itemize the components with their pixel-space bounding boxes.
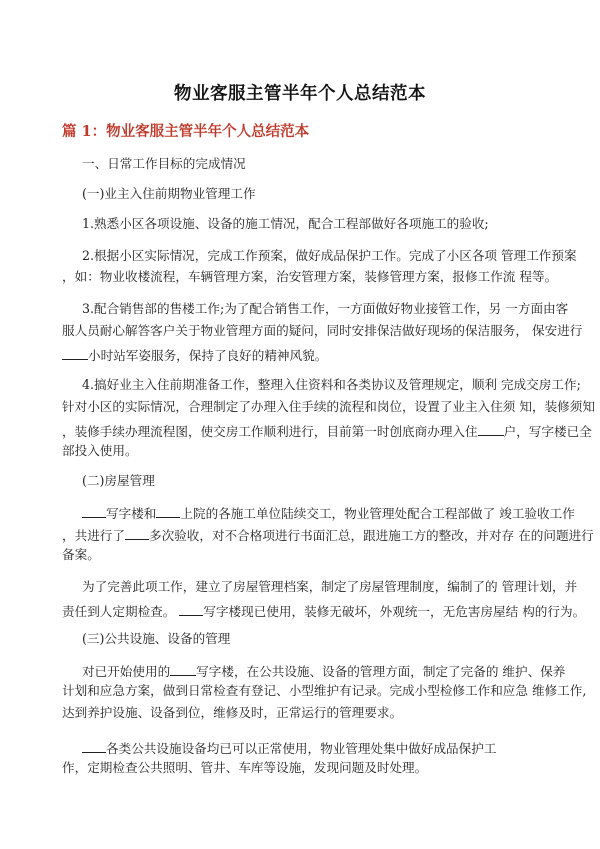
fill-blank [125,527,149,540]
paragraph-line: ，如：物业收楼流程，车辆管理方案，治安管理方案，装修管理方案，报修工作流 程等。 [62,269,558,284]
paragraph-line: 计划和应急方案，做到日常检查有登记、小型维护有记录。完成小型检修工作和应急 维修工作, [62,683,587,698]
fill-blank [82,740,106,753]
paragraph-line: 备案。 [62,547,100,562]
section-heading-1: 一、日常工作目标的完成情况 [82,156,246,171]
paragraph-line: 小时站军姿服务，保持了良好的精神风貌。 [62,347,327,363]
fill-blank [62,347,88,360]
paragraph-line: 责任到人定期检查。 写字楼现已使用，装修无破坏，外观统一，无危害房屋结 构的行为。 [62,604,586,619]
section-heading: 篇 1：物业客服主管半年个人总结范本 [62,123,310,140]
paragraph-line: 部投入使用。 [62,443,138,458]
paragraph-line: 达到养护设施、设备到位，维修及时，正常运行的管理要求。 [62,705,403,720]
paragraph-line: 4.搞好业主入住前期准备工作，整理入住资料和各类协议及管理规定，顺利 完成交房工作; [82,377,581,392]
paragraph-line: 写字楼和 上院的各施工单位陆续交工，物业管理处配合工程部做了 竣工验收工作 [82,505,575,521]
subsection-heading-2: (二)房屋管理 [82,473,155,488]
paragraph-line: 3.配合销售部的售楼工作;为了配合销售工作，一方面做好物业接管工作，另 一方面由客 [82,301,569,316]
paragraph-line: 服人员耐心解答客户关于物业管理方面的疑问，同时安排保洁做好现场的保洁服务， 保安进行 [62,323,583,338]
fill-blank [478,423,504,436]
fill-blank [156,505,180,518]
paragraph-line: ，装修手续办理流程图，使交房工作顺利进行，目前第一时创底商办理入住 户，写字楼已全 [62,424,592,439]
paragraph-line: 1.熟悉小区各项设施、设备的施工情况，配合工程部做好各项施工的验收; [82,216,489,231]
paragraph-line: 针对小区的实际情况，合理制定了办理入住手续的流程和岗位，设置了业主入住须 知，装修须知 [62,399,595,414]
fill-blank [170,663,196,676]
paragraph-line: 各类公共设施设备均已可以正常使用，物业管理处集中做好成品保护工 [82,740,496,756]
document-title: 物业客服主管半年个人总结范本 [174,84,426,104]
paragraph-line: 对已开始使用的 写字楼，在公共设施、设备的管理方面，制定了完备的 维护、保养 [82,664,566,679]
subsection-heading-3: (三)公共设施、设备的管理 [82,631,231,646]
paragraph-line: ，共进行了 多次验收，对不合格项进行书面汇总，跟进施工方的整改，并对存 在的问题进行 [62,528,594,543]
paragraph-line: 2.根据小区实际情况，完成工作预案，做好成品保护工作。完成了小区各项 管理工作预案 [82,248,577,263]
subsection-heading-1: (一)业主入住前期物业管理工作 [82,186,256,201]
paragraph-line: 为了完善此项工作，建立了房屋管理档案，制定了房屋管理制度，编制了的 管理计划，并 [82,579,578,594]
fill-blank [179,603,203,616]
fill-blank [82,505,106,518]
paragraph-line: 作，定期检查公共照明、管井、车库等设施，发现问题及时处理。 [62,760,428,775]
